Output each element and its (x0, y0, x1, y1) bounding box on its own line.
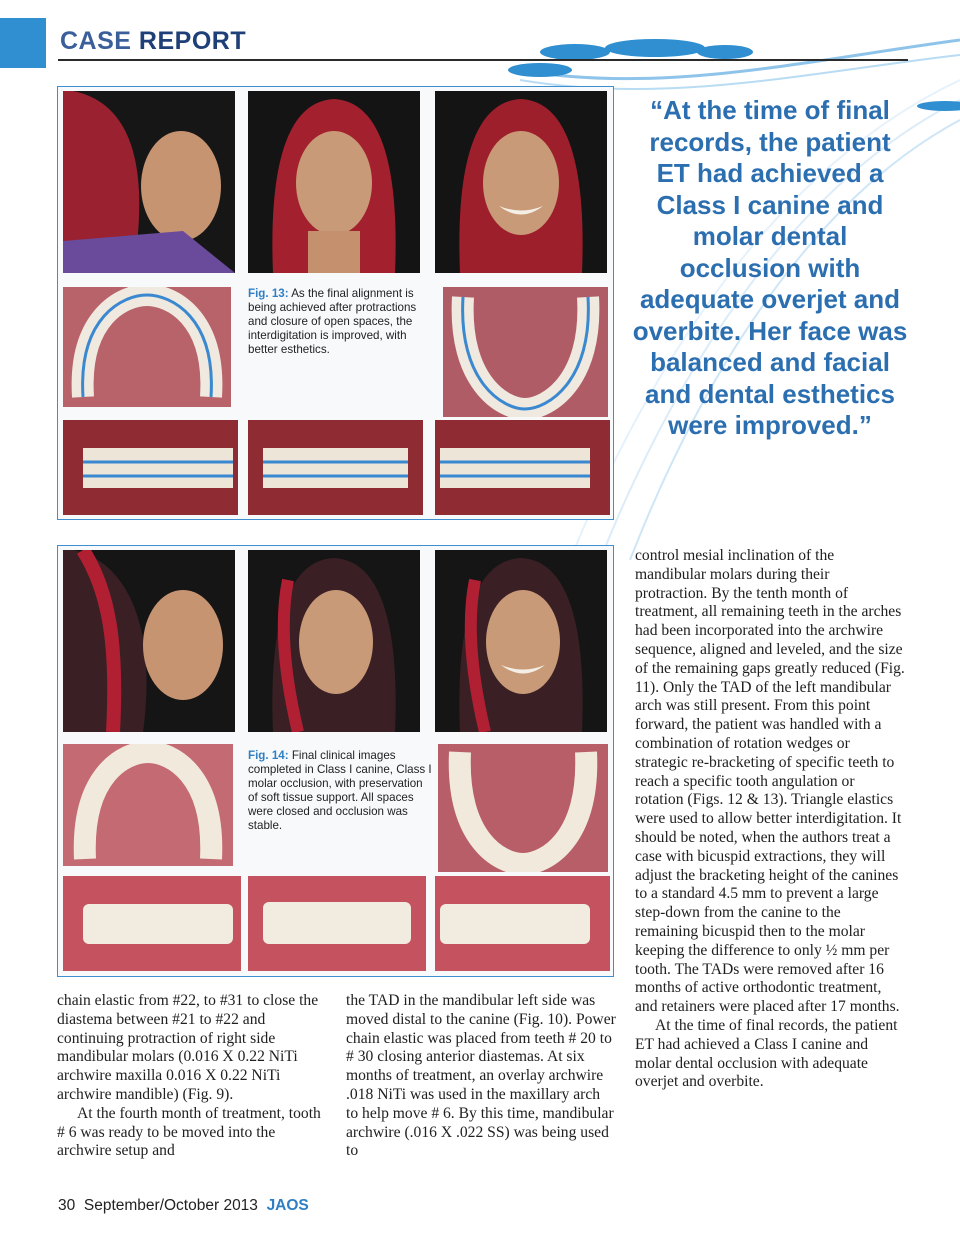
pull-quote: “At the time of final records, the patient ET had achieved a Class I canine and molar dental occlusion with adequate overjet and overbite. Her face was balanced and facial and dental esthetics were improved.” (632, 95, 908, 440)
body-paragraph: At the fourth month of treatment, tooth # 6 was ready to be moved into the archwire setup and (57, 1104, 321, 1160)
body-paragraph: At the time of final records, the patient ET had achieved a Class I canine and molar dental occlusion with adequate overjet and overbite. (635, 1016, 898, 1091)
section-tab (0, 18, 46, 68)
fig13-maxillary-occlusal-photo (63, 287, 231, 407)
header-kicker: CASE (60, 27, 132, 55)
fig13-frontal-intraoral-photo (248, 420, 423, 515)
fig13-left-buccal-photo (435, 420, 610, 515)
fig14-right-buccal-photo (63, 876, 241, 971)
header-title: REPORT (138, 27, 247, 55)
fig13-smile-photo (435, 91, 607, 273)
fig14-maxillary-occlusal-photo (63, 744, 233, 866)
fig14-caption-label: Fig. 14: (248, 749, 289, 762)
fig14-caption (248, 749, 433, 833)
fig14-frontal-photo (248, 550, 420, 732)
fig14-caption-text: Final clinical images completed in Class I canine, Class I molar occlusion, with preservation of soft tissue support. All spaces were closed and occlusion was stable. (248, 749, 432, 832)
page-footer (58, 1197, 309, 1215)
body-column-3 (635, 547, 905, 1092)
fig14-profile-photo (63, 550, 235, 732)
fig13-frontal-photo (248, 91, 420, 273)
fig13-caption-text: As the final alignment is being achieved after protractions and closure of open spaces, the interdigitation is improved, with better esthetics. (248, 287, 417, 356)
body-paragraph: chain elastic from #22, to #31 to close the diastema between #21 to #22 and continuing protraction of right side mandibular molars (0.016 X 0.22 NiTi archwire maxilla 0.016 X 0.22 NiTi archwire mandible) (Fig. 9). (57, 992, 319, 1103)
body-paragraph: control mesial inclination of the mandibular molars during their protraction. By the tenth month of treatment, all remaining teeth in the arches had been incorporated into the archwire sequence, aligned and leveled, and the size of the remaining gaps greatly reduced (Fig. 11). Only the TAD of the left mandibular arch was still present. From this point forward, the patient was handled with a combination of rotation wedges or strategic re-bracketing of specific teeth to reach a specific tooth angulation or rotation (Figs. 12 & 13). Triangle elastics were used to allow better interdigitation. It should be noted, when the authors treat a case with bicuspid extractions, they will adjust the bracketing height of the canines to a standard 4.5 mm to prevent a large step-down from the canine to the remaining bicuspid then to the molar keeping the difference to only ½ mm per tooth. The TADs were removed after 16 months of active orthodontic treatment, and retainers were placed after 17 months. (635, 547, 905, 1016)
fig13-caption (248, 287, 433, 357)
fig14-left-buccal-photo (435, 876, 610, 971)
page-number: 30 (58, 1197, 76, 1214)
body-column-2 (346, 992, 616, 1161)
fig13-mandibular-occlusal-photo (443, 287, 608, 417)
figure-14-frame (57, 545, 614, 977)
fig13-caption-label: Fig. 13: (248, 287, 289, 300)
issue-date: September/October 2013 (83, 1197, 258, 1214)
figure-13-frame (57, 86, 614, 520)
fig14-mandibular-occlusal-photo (438, 744, 608, 872)
fig14-smile-photo (435, 550, 607, 732)
body-column-1 (57, 992, 327, 1161)
header-rule (58, 59, 908, 61)
fig14-frontal-intraoral-photo (248, 876, 426, 971)
journal-name: JAOS (266, 1197, 309, 1214)
fig13-profile-photo (63, 91, 235, 273)
fig13-right-buccal-photo (63, 420, 238, 515)
section-header (60, 27, 246, 56)
body-paragraph: the TAD in the mandibular left side was moved distal to the canine (Fig. 10). Power chain elastic was placed from teeth # 20 to # 30 closing anterior diastemas. At six months of treatment, an overlay archwire .018 NiTi was used in the maxillary arch to help move # 6. By this time, mandibular archwire (.016 X .022 SS) was being used to (346, 992, 616, 1160)
